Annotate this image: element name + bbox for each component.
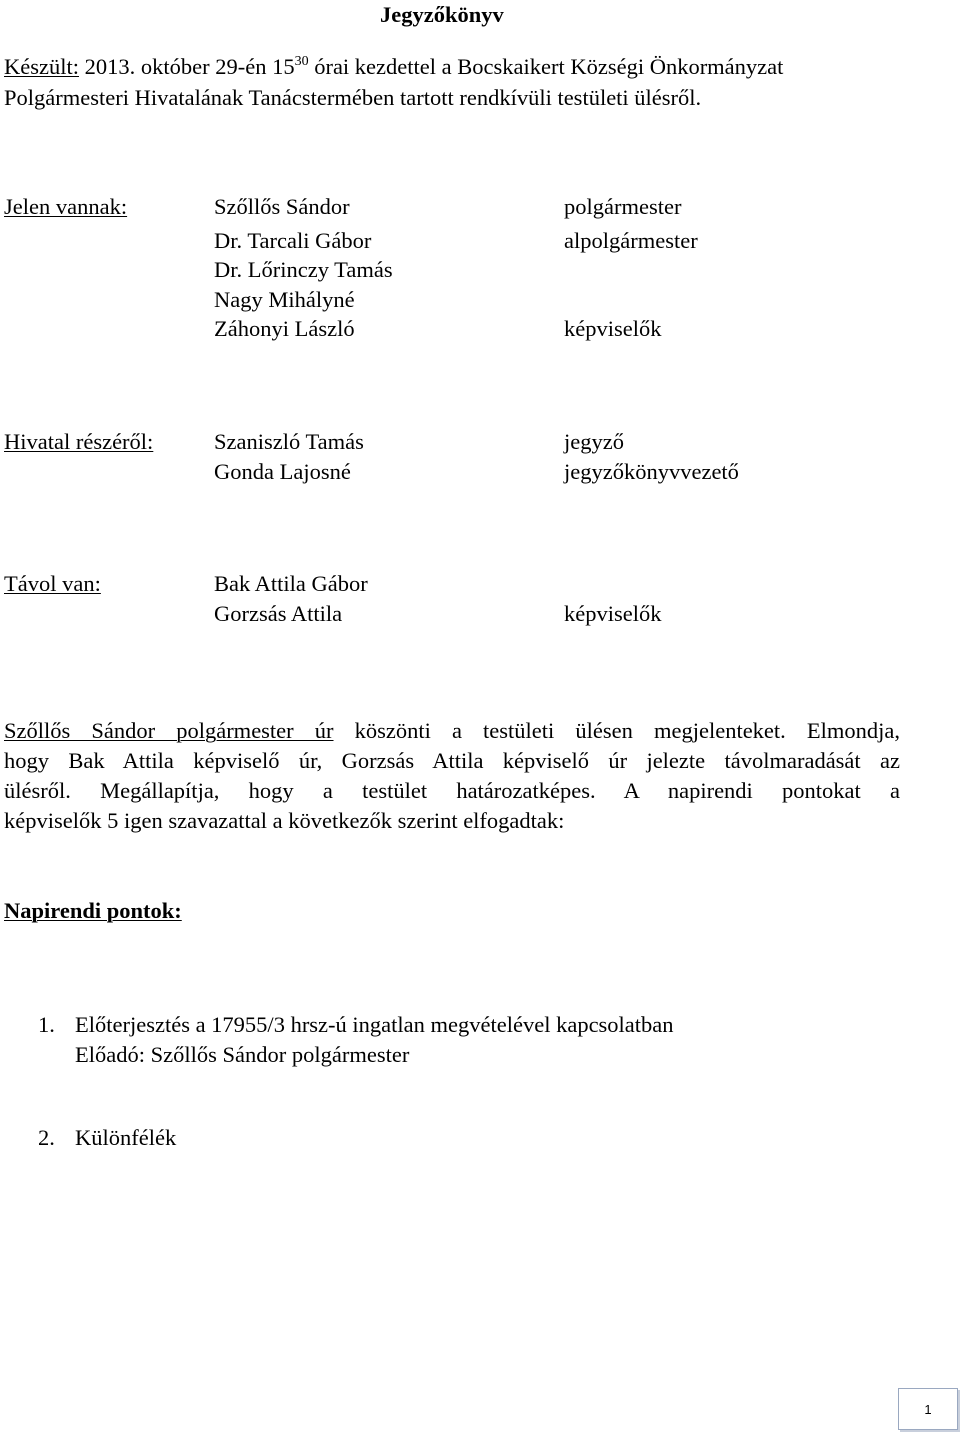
- present-name: Szőllős Sándor: [214, 194, 350, 219]
- agenda-item-text: Előterjesztés a 17955/3 hrsz-ú ingatlan megvételével kapcsolatban: [75, 1012, 674, 1037]
- present-role: alpolgármester: [564, 228, 698, 253]
- intro-line1-rest: köszönti a testületi ülésen megjelenteket. Elmondja,: [333, 718, 901, 743]
- absent-label: Távol van:: [4, 571, 101, 596]
- speaker-name: Szőllős Sándor polgármester úr: [4, 718, 334, 743]
- agenda-item-number: 1.: [38, 1012, 55, 1037]
- intro-line-2: hogy Bak Attila képviselő úr, Gorzsás Attila képviselő úr jelezte távolmaradását az: [4, 748, 900, 773]
- present-label: Jelen vannak:: [4, 194, 128, 219]
- document-title: Jegyzőkönyv: [380, 2, 504, 27]
- intro-line-4: képviselők 5 igen szavazattal a következők szerint elfogadtak:: [4, 808, 565, 833]
- present-role: polgármester: [564, 194, 682, 219]
- agenda-heading: Napirendi pontok:: [4, 898, 182, 923]
- header-line-2: Polgármesteri Hivatalának Tanácstermében tartott rendkívüli testületi ülésről.: [4, 85, 702, 110]
- header-date: 2013. október 29-én 15: [78, 54, 295, 79]
- agenda-item-number: 2.: [38, 1125, 55, 1150]
- intro-line-1: [4, 716, 900, 746]
- header-line-1: [4, 56, 783, 79]
- agenda-item-text: Különfélék: [75, 1125, 177, 1150]
- absent-name: Bak Attila Gábor: [214, 571, 368, 596]
- page-number-value: 1: [924, 1401, 932, 1417]
- office-role: jegyző: [564, 429, 624, 454]
- present-role: képviselők: [564, 316, 662, 341]
- office-name: Gonda Lajosné: [214, 459, 351, 484]
- present-name: Nagy Mihályné: [214, 287, 355, 312]
- office-name: Szaniszló Tamás: [214, 429, 364, 454]
- absent-name: Gorzsás Attila: [214, 601, 343, 626]
- office-role: jegyzőkönyvvezető: [564, 459, 739, 484]
- present-name: Dr. Lőrinczy Tamás: [214, 257, 393, 282]
- office-label: Hivatal részéről:: [4, 429, 154, 454]
- present-name: Záhonyi László: [214, 316, 355, 341]
- present-name: Dr. Tarcali Gábor: [214, 228, 372, 253]
- header-time-sup: 30: [294, 54, 309, 69]
- page-number: [898, 1388, 958, 1430]
- header-line1-rest: órai kezdettel a Bocskaikert Községi Önkormányzat: [308, 54, 784, 79]
- header-label: Készült:: [4, 54, 79, 79]
- intro-line-3: ülésről. Megállapítja, hogy a testület határozatképes. A napirendi pontokat a: [4, 778, 900, 803]
- agenda-item-presenter: Előadó: Szőllős Sándor polgármester: [75, 1042, 410, 1067]
- absent-role: képviselők: [564, 601, 662, 626]
